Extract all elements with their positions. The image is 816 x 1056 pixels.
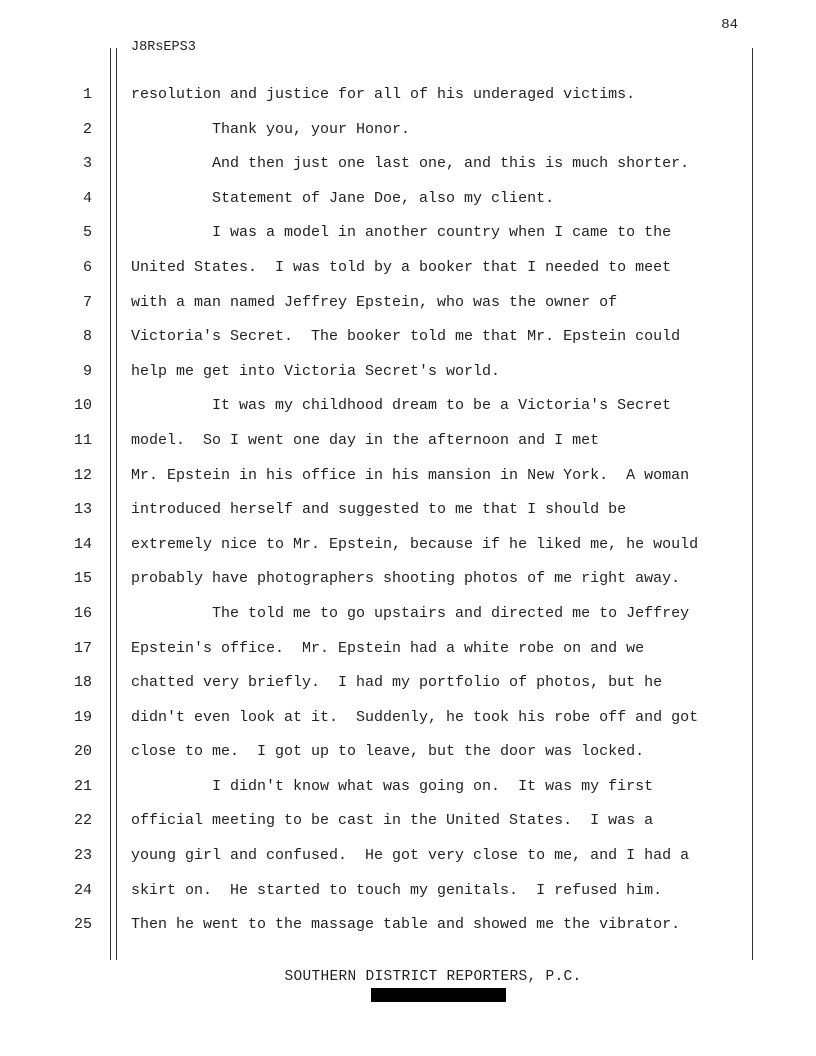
- line-text: Statement of Jane Doe, also my client.: [131, 189, 555, 207]
- transcript-line: [0, 84, 816, 119]
- page-number: 84: [721, 17, 738, 33]
- header-code: J8RsEPS3: [131, 40, 196, 55]
- line-number: 9: [82, 362, 92, 380]
- line-number: 8: [82, 328, 92, 346]
- line-text: Epstein's office. Mr. Epstein had a white robe on and we: [131, 639, 645, 657]
- transcript-line: [0, 638, 816, 673]
- line-text: chatted very briefly. I had my portfolio of photos, but he: [131, 674, 663, 692]
- line-text: Thank you, your Honor.: [131, 120, 411, 138]
- line-number: 12: [73, 466, 92, 484]
- transcript-line: [0, 188, 816, 223]
- line-text: didn't even look at it. Suddenly, he took his robe off and got: [131, 708, 699, 726]
- line-text: official meeting to be cast in the United States. I was a: [131, 812, 654, 830]
- line-number: 16: [73, 604, 92, 622]
- line-text: young girl and confused. He got very close to me, and I had a: [131, 847, 690, 865]
- line-text: with a man named Jeffrey Epstein, who was the owner of: [131, 293, 618, 311]
- transcript-line: [0, 845, 816, 880]
- line-text: extremely nice to Mr. Epstein, because if he liked me, he would: [131, 535, 699, 553]
- line-text: close to me. I got up to leave, but the door was locked.: [131, 743, 645, 761]
- transcript-line: [0, 534, 816, 569]
- transcript-line: [0, 395, 816, 430]
- transcript-line: [0, 776, 816, 811]
- line-text: I didn't know what was going on. It was my first: [131, 777, 654, 795]
- line-number: 18: [73, 674, 92, 692]
- line-text: It was my childhood dream to be a Victoria's Secret: [131, 397, 672, 415]
- transcript-line: [0, 568, 816, 603]
- line-text: The told me to go upstairs and directed me to Jeffrey: [131, 604, 690, 622]
- line-number: 19: [73, 708, 92, 726]
- transcript-line: [0, 153, 816, 188]
- line-text: probably have photographers shooting photos of me right away.: [131, 570, 681, 588]
- transcript-line: [0, 292, 816, 327]
- transcript-line: [0, 603, 816, 638]
- redaction-bar: [371, 988, 506, 1002]
- line-number: 14: [73, 535, 92, 553]
- line-text: Victoria's Secret. The booker told me that Mr. Epstein could: [131, 328, 681, 346]
- transcript-line: [0, 326, 816, 361]
- transcript-line: [0, 880, 816, 915]
- transcript-line: [0, 222, 816, 257]
- line-number: 13: [73, 501, 92, 519]
- transcript-line: [0, 119, 816, 154]
- transcript-line: [0, 741, 816, 776]
- transcript-lines: [0, 84, 816, 949]
- line-text: skirt on. He started to touch my genitals. I refused him.: [131, 881, 663, 899]
- line-text: introduced herself and suggested to me that I should be: [131, 501, 627, 519]
- transcript-line: [0, 361, 816, 396]
- line-number: 15: [73, 570, 92, 588]
- line-text: Mr. Epstein in his office in his mansion in New York. A woman: [131, 466, 690, 484]
- line-number: 11: [73, 431, 92, 449]
- line-number: 5: [82, 224, 92, 242]
- line-number: 10: [73, 397, 92, 415]
- line-number: 20: [73, 743, 92, 761]
- line-number: 23: [73, 847, 92, 865]
- line-number: 7: [82, 293, 92, 311]
- line-text: I was a model in another country when I came to the: [131, 224, 672, 242]
- line-number: 1: [82, 86, 92, 103]
- transcript-line: [0, 430, 816, 465]
- line-number: 6: [82, 258, 92, 276]
- line-text: United States. I was told by a booker that I needed to meet: [131, 258, 672, 276]
- line-text: help me get into Victoria Secret's world.: [131, 362, 501, 380]
- line-number: 3: [82, 155, 92, 173]
- line-number: 2: [82, 120, 92, 138]
- transcript-line: [0, 499, 816, 534]
- line-number: 17: [73, 639, 92, 657]
- line-text: And then just one last one, and this is much shorter.: [131, 155, 690, 173]
- line-number: 21: [73, 777, 92, 795]
- transcript-line: [0, 257, 816, 292]
- line-text: model. So I went one day in the afternoon and I met: [131, 431, 600, 449]
- transcript-line: [0, 465, 816, 500]
- line-number: 25: [73, 916, 92, 934]
- transcript-line: [0, 672, 816, 707]
- line-number: 24: [73, 881, 92, 899]
- transcript-line: [0, 810, 816, 845]
- transcript-line: [0, 707, 816, 742]
- line-number: 4: [82, 189, 92, 207]
- line-text: resolution and justice for all of his underaged victims.: [131, 86, 636, 103]
- line-text: Then he went to the massage table and showed me the vibrator.: [131, 916, 681, 934]
- line-number: 22: [73, 812, 92, 830]
- footer-reporter: SOUTHERN DISTRICT REPORTERS, P.C.: [284, 969, 582, 985]
- transcript-line: [0, 914, 816, 949]
